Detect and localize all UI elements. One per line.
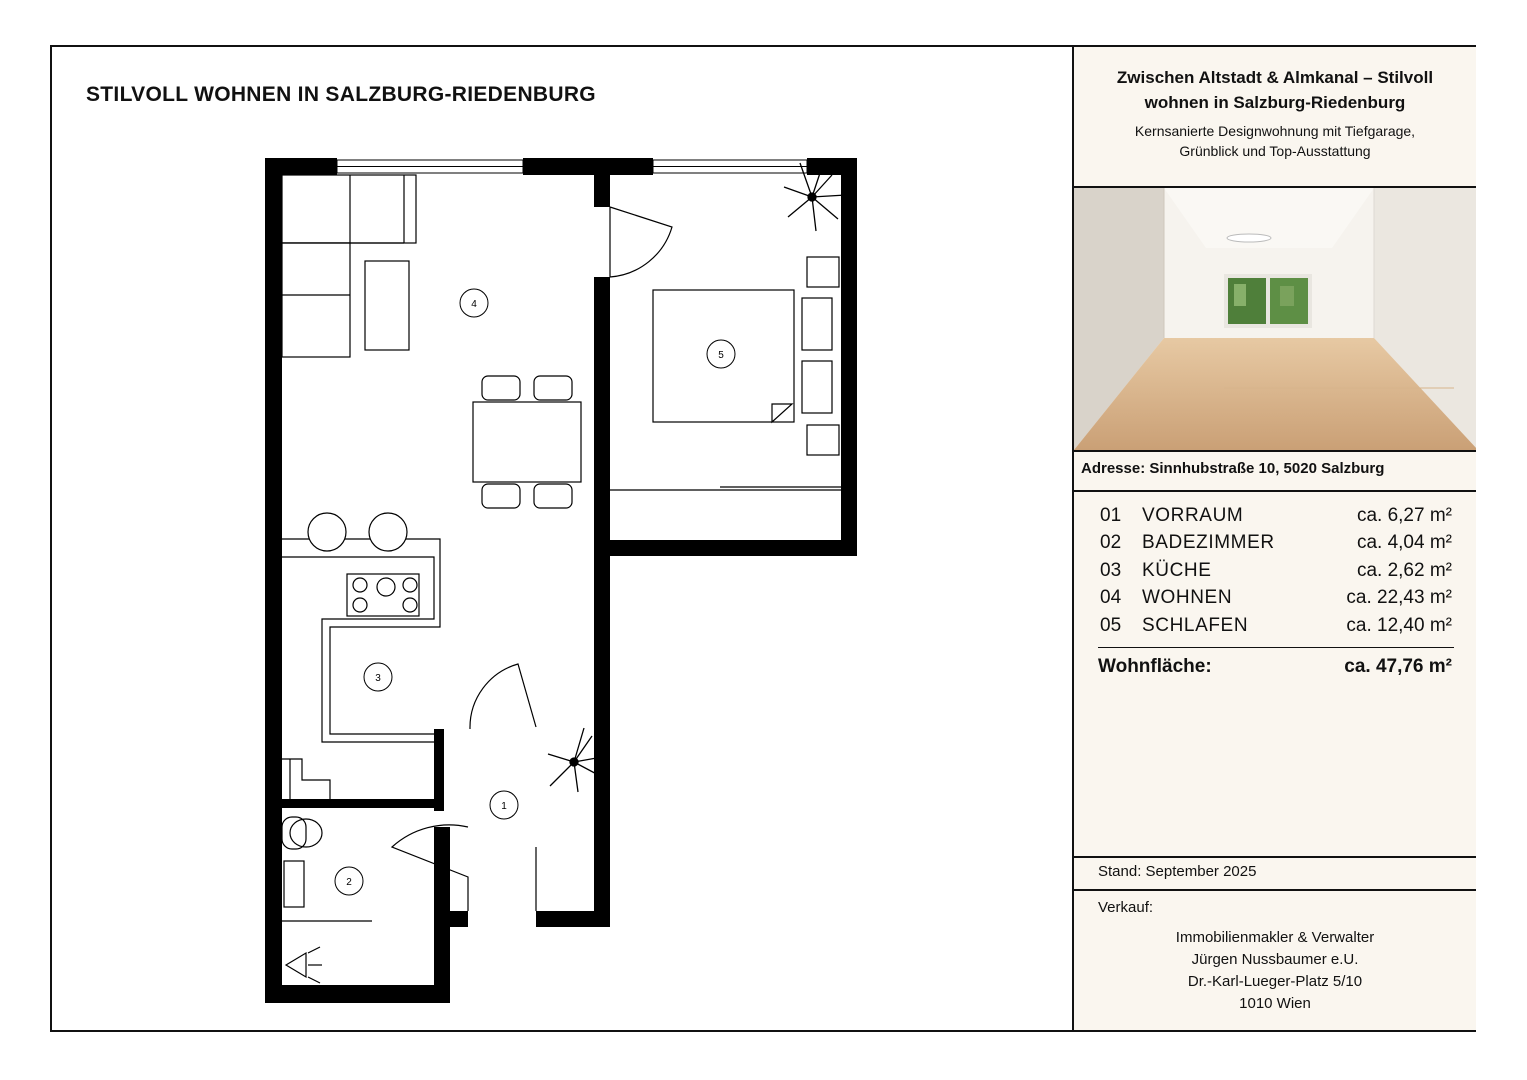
room-number: 04	[1100, 587, 1122, 609]
room-label-3-text: 3	[375, 673, 381, 684]
floorplan-sheet	[50, 45, 1476, 1032]
bed	[653, 257, 839, 455]
plan-area	[52, 47, 1072, 1030]
room-area: ca. 2,62 m²	[1356, 559, 1452, 581]
total-rule	[1098, 647, 1454, 648]
room-label-1	[490, 791, 518, 819]
room-label-4	[460, 289, 488, 317]
divider	[1074, 490, 1476, 492]
room-label-5	[707, 340, 735, 368]
floor-plan	[52, 47, 1072, 1032]
room-row	[1100, 529, 1452, 556]
room-number: 02	[1100, 532, 1122, 554]
room-row	[1100, 612, 1452, 639]
room-photo-illustration	[1074, 188, 1476, 450]
agent-line: Dr.-Karl-Lueger-Platz 5/10	[1187, 973, 1363, 990]
agent-line: Immobilienmakler & Verwalter	[1175, 929, 1375, 946]
room-name: SCHLAFEN	[1142, 614, 1249, 636]
room-label-3	[364, 663, 392, 691]
room-name: KÜCHE	[1142, 559, 1212, 581]
listing-header	[1074, 47, 1476, 186]
interior-photo	[1074, 188, 1476, 450]
wardrobe-line	[610, 487, 841, 490]
room-area: ca. 4,04 m²	[1356, 532, 1452, 554]
listing-headline: Zwischen Altstadt & Almkanal – Stilvoll wohnen in Salzburg-Riedenburg	[1116, 68, 1434, 112]
room-name: WOHNEN	[1142, 587, 1233, 609]
stand-date: Stand: September 2025	[1098, 863, 1257, 880]
listing-subline: Kernsanierte Designwohnung mit Tiefgarage, Grünblick und Top-Ausstattung	[1134, 123, 1416, 159]
room-area: ca. 6,27 m²	[1356, 505, 1452, 526]
room-label-4-text: 4	[471, 299, 477, 310]
divider	[1074, 450, 1476, 452]
total-value: ca. 47,76 m²	[1344, 656, 1452, 677]
sale-label: Verkauf:	[1098, 899, 1154, 916]
room-list	[1100, 502, 1452, 639]
room-row	[1100, 502, 1452, 529]
total-label: Wohnfläche:	[1098, 656, 1212, 677]
info-panel	[1072, 47, 1476, 1030]
room-label-2-text: 2	[346, 877, 352, 888]
agent-info	[1074, 927, 1476, 1015]
entrance-door	[392, 664, 536, 911]
address: Adresse: Sinnhubstraße 10, 5020 Salzburg	[1081, 460, 1385, 477]
dining-set	[473, 376, 581, 508]
room-area: ca. 12,40 m²	[1346, 614, 1452, 636]
room-label-2	[335, 867, 363, 895]
room-label-1-text: 1	[501, 801, 507, 812]
room-number: 01	[1100, 505, 1122, 526]
kitchen	[282, 513, 444, 799]
bath-fixtures	[282, 817, 372, 983]
room-name: BADEZIMMER	[1142, 532, 1275, 554]
bedroom-door	[610, 207, 672, 277]
coffee-table	[365, 261, 409, 350]
room-area: ca. 22,43 m²	[1346, 587, 1452, 609]
room-row	[1100, 557, 1452, 584]
room-number: 03	[1100, 559, 1122, 581]
agent-line: Jürgen Nussbaumer e.U.	[1191, 951, 1359, 968]
page-title: STILVOLL WOHNEN IN SALZBURG-RIEDENBURG	[86, 83, 596, 106]
room-name: VORRAUM	[1142, 505, 1244, 526]
divider	[1074, 856, 1476, 858]
room-number: 05	[1100, 614, 1122, 636]
room-row	[1100, 584, 1452, 611]
room-label-5-text: 5	[718, 350, 724, 361]
divider	[1074, 889, 1476, 891]
agent-line: 1010 Wien	[1239, 995, 1311, 1012]
